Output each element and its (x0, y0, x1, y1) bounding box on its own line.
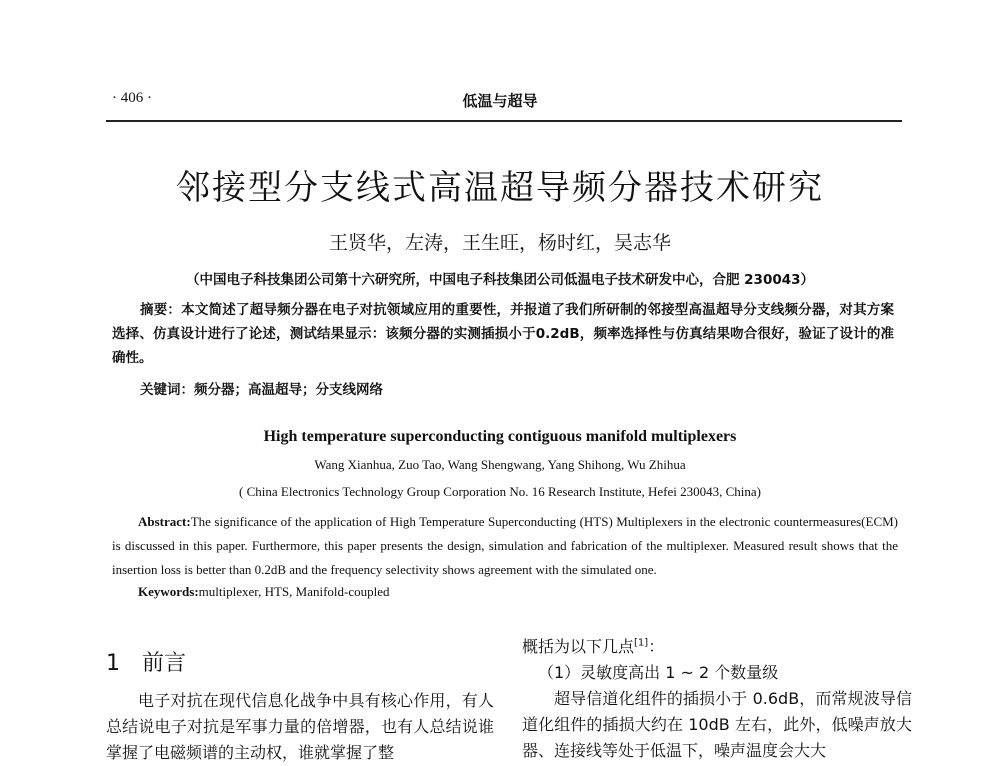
abstract-en-text: The significance of the application of High Temperature Superconducting (HTS) Multiplexers in the electronic countermeasures(ECM) is discussed in this paper. Furthermore, this paper presents the design, simulation and fabrication of the multiplexer. Measured result shows that the insertion loss is better than 0.2dB and the frequency selectivity shows agreement with the simulated one. (112, 514, 898, 577)
authors-cn: 王贤华，左涛，王生旺，杨时红，吴志华 (328, 232, 671, 254)
abstract-cn (112, 298, 894, 370)
keywords-en (138, 584, 390, 600)
page-number: · 406 · (112, 90, 152, 106)
right-column-intro: 概括为以下几点[1]： (522, 637, 665, 656)
section-title: 前言 (142, 651, 187, 676)
authors-en: Wang Xianhua, Zuo Tao, Wang Shengwang, Yang Shihong, Wu Zhihua (314, 457, 686, 472)
section-heading (106, 646, 186, 677)
right-column-item: （1）灵敏度高出 1 ~ 2 个数量级 (538, 663, 779, 682)
abstract-en-label: Abstract: (138, 514, 191, 529)
keywords-en-label: Keywords: (138, 584, 199, 599)
right-column (522, 634, 912, 764)
left-column-paragraph: 电子对抗在现代信息化战争中具有核心作用，有人总结说电子对抗是军事力量的倍增器，也有人总结说谁掌握了电磁频谱的主动权，谁就掌握了整 (106, 691, 494, 762)
journal-name: 低温与超导 (462, 92, 538, 110)
left-column (106, 688, 494, 766)
affiliation-cn: （中国电子科技集团公司第十六研究所，中国电子科技集团公司低温电子技术研发中心，合肥 230043） (185, 272, 815, 288)
citation-ref: [1] (634, 637, 649, 649)
abstract-cn-text: 摘要：本文简述了超导频分器在电子对抗领域应用的重要性，并报道了我们所研制的邻接型高温超导分支线频分器，对其方案选择、仿真设计进行了论述，测试结果显示：该频分器的实测插损小于0.2dB，频率选择性与仿真结果吻合很好，验证了设计的准确性。 (112, 302, 894, 366)
abstract-en (112, 510, 898, 582)
paper-title-en: High temperature superconducting contiguous manifold multiplexers (263, 428, 737, 445)
section-number: 1 (106, 651, 120, 676)
paper-title-cn: 邻接型分支线式高温超导频分器技术研究 (176, 168, 824, 208)
header-rule (106, 120, 902, 122)
affiliation-en: ( China Electronics Technology Group Corporation No. 16 Research Institute, Hefei 230043, China) (239, 484, 761, 499)
keywords-cn: 关键词：频分器；高温超导；分支线网络 (140, 382, 383, 398)
right-column-paragraph: 超导信道化组件的插损小于 0.6dB，而常规波导信道化组件的插损大约在 10dB 左右，此外，低噪声放大器、连接线等处于低温下，噪声温度会大大 (522, 689, 912, 760)
keywords-en-text: multiplexer, HTS, Manifold-coupled (198, 584, 390, 599)
